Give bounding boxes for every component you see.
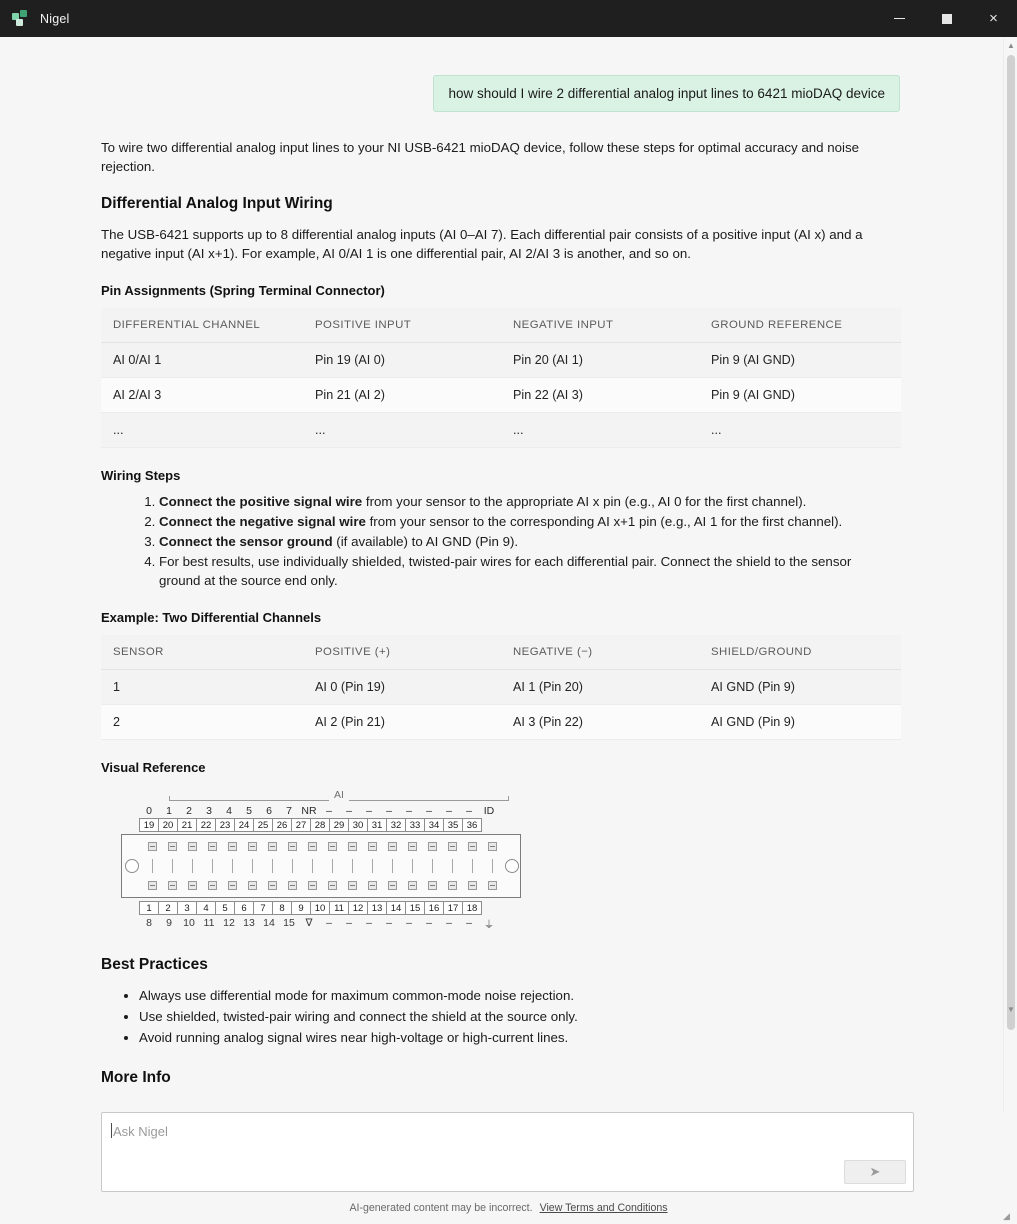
step-emphasis: Connect the sensor ground [159, 533, 333, 549]
table-row [101, 413, 901, 448]
terminal [482, 839, 502, 893]
terminal [302, 839, 322, 893]
table-cell: AI 1 (Pin 20) [501, 670, 699, 705]
terminal [362, 839, 382, 893]
list-item: • Use shielded, twisted-pair wiring and connect the shield at the source only. [139, 1007, 886, 1027]
best-practices-list [101, 986, 886, 1047]
terminal [462, 839, 482, 893]
terminal [142, 839, 162, 893]
diagram-pin: 12 [348, 901, 368, 915]
screw-icon [168, 842, 177, 851]
screw-icon [488, 881, 497, 890]
diagram-label: 9 [166, 917, 172, 930]
diagram-label: – [386, 805, 392, 818]
terminal [342, 839, 362, 893]
screw-icon [148, 842, 157, 851]
step-text: from your sensor to the corresponding AI x+1 pin (e.g., AI 1 for the first channel). [365, 513, 843, 529]
table-header-row [101, 635, 901, 670]
table-header-cell: DIFFERENTIAL CHANNEL [101, 308, 303, 343]
diagram-pin: 29 [329, 818, 349, 832]
diagram-label: 13 [243, 917, 255, 930]
table-cell: ... [101, 413, 303, 448]
diagram-pin: 17 [443, 901, 463, 915]
table-cell: ... [501, 413, 699, 448]
diagram-pin: 18 [462, 901, 482, 915]
subheading-example-two-channels: Example: Two Differential Channels [101, 610, 322, 626]
window-body [0, 37, 1017, 1224]
table-cell: AI 0 (Pin 19) [303, 670, 501, 705]
diagram-label: – [406, 805, 412, 818]
table-cell: Pin 19 (AI 0) [303, 343, 501, 378]
table-header-cell: NEGATIVE (−) [501, 635, 699, 670]
table-cell: Pin 22 (AI 3) [501, 378, 699, 413]
diagram-pin: 15 [405, 901, 425, 915]
diagram-pin: 20 [158, 818, 178, 832]
terminal [182, 839, 202, 893]
footer-bar [0, 1192, 1017, 1224]
send-button[interactable] [844, 1160, 906, 1184]
diagram-label: 1 [166, 805, 172, 818]
table-cell: AI 2/AI 3 [101, 378, 303, 413]
table-header-cell: SENSOR [101, 635, 303, 670]
terminal [262, 839, 282, 893]
screw-icon [268, 881, 277, 890]
screw-hole-icon [125, 859, 139, 873]
diagram-pin: 19 [139, 818, 159, 832]
table-cell: AI 3 (Pin 22) [501, 705, 699, 740]
minimize-button[interactable] [876, 0, 923, 37]
screw-icon [208, 881, 217, 890]
diagram-label: – [426, 917, 432, 930]
terminal [222, 839, 242, 893]
diagram-pin: 22 [196, 818, 216, 832]
chat-content [0, 37, 1003, 1087]
diagram-label: 12 [223, 917, 235, 930]
screw-icon [268, 842, 277, 851]
table-row [101, 343, 901, 378]
vertical-scrollbar[interactable] [1003, 37, 1017, 1112]
diagram-pin: 21 [177, 818, 197, 832]
assistant-message [0, 112, 1003, 1087]
diagram-label: – [326, 917, 332, 930]
table-row [101, 670, 901, 705]
pin-assignments-table [101, 308, 901, 448]
connector-diagram [121, 789, 521, 932]
screw-icon [148, 881, 157, 890]
list-item [159, 513, 886, 532]
diagram-label: 3 [206, 805, 212, 818]
table-cell: ... [303, 413, 501, 448]
section-heading-more-info: More Info [101, 1069, 171, 1087]
window-controls [876, 0, 1017, 37]
diagram-label: ∇ [305, 917, 313, 930]
screw-icon [388, 881, 397, 890]
subheading-pin-assignments: Pin Assignments (Spring Terminal Connector) [101, 283, 385, 299]
table-cell: ... [699, 413, 901, 448]
screw-icon [408, 881, 417, 890]
example-channels-table [101, 635, 901, 740]
diagram-label: 2 [186, 805, 192, 818]
subheading-wiring-steps: Wiring Steps [101, 468, 181, 484]
diagram-pin: 8 [272, 901, 292, 915]
diagram-pin: 34 [424, 818, 444, 832]
screw-icon [248, 881, 257, 890]
resize-grip-icon[interactable]: ◢ [1003, 1211, 1010, 1221]
table-header-cell: POSITIVE (+) [303, 635, 501, 670]
intro-paragraph: To wire two differential analog input lines to your NI USB-6421 mioDAQ device, follow these steps for optimal accuracy and noise rejection. [101, 140, 860, 175]
terminal [442, 839, 462, 893]
table-cell: Pin 20 (AI 1) [501, 343, 699, 378]
diagram-label: 15 [283, 917, 295, 930]
table-cell: 1 [101, 670, 303, 705]
diagram-label: 6 [266, 805, 272, 818]
wiring-steps-list [101, 493, 886, 590]
terminal [202, 839, 222, 893]
diagram-bottom-labels [139, 917, 521, 932]
section-heading-differential-wiring: Differential Analog Input Wiring [101, 194, 333, 212]
section-heading-best-practices: Best Practices [101, 956, 208, 974]
screw-icon [488, 842, 497, 851]
diagram-pin: 27 [291, 818, 311, 832]
diagram-pin: 28 [310, 818, 330, 832]
screw-icon [208, 842, 217, 851]
subheading-visual-reference: Visual Reference [101, 760, 206, 776]
table-header-row [101, 308, 901, 343]
diagram-pin: 11 [329, 901, 349, 915]
diagram-label: – [326, 805, 332, 818]
terminal [382, 839, 402, 893]
diagram-pin: 2 [158, 901, 178, 915]
minimize-icon [894, 18, 905, 19]
maximize-icon [942, 14, 952, 24]
diagram-pin: 1 [139, 901, 159, 915]
diagram-pin: 30 [348, 818, 368, 832]
step-text: (if available) to AI GND (Pin 9). [332, 533, 519, 549]
table-header-cell: GROUND REFERENCE [699, 308, 901, 343]
close-icon: × [989, 10, 998, 27]
diagram-label: 4 [226, 805, 232, 818]
diagram-pin: 31 [367, 818, 387, 832]
diagram-label: – [466, 805, 472, 818]
table-header-cell: SHIELD/GROUND [699, 635, 901, 670]
table-cell: Pin 21 (AI 2) [303, 378, 501, 413]
table-cell: AI GND (Pin 9) [699, 670, 901, 705]
screw-icon [408, 842, 417, 851]
diagram-label: – [386, 917, 392, 930]
step-emphasis: Connect the negative signal wire [159, 513, 366, 529]
diagram-label: – [426, 805, 432, 818]
screw-icon [328, 881, 337, 890]
diagram-pin: 7 [253, 901, 273, 915]
screw-icon [228, 881, 237, 890]
table-cell: AI 2 (Pin 21) [303, 705, 501, 740]
user-message: how should I wire 2 differential analog input lines to 6421 mioDAQ device [433, 75, 900, 112]
diagram-pin: 16 [424, 901, 444, 915]
diagram-label: NR [301, 805, 317, 818]
connector-body [121, 834, 521, 898]
screw-hole-icon [505, 859, 519, 873]
table-header-cell: POSITIVE INPUT [303, 308, 501, 343]
list-item [159, 553, 886, 591]
diagram-label: – [346, 805, 352, 818]
screw-icon [468, 842, 477, 851]
nigel-logo-icon [12, 10, 30, 28]
terminal [322, 839, 342, 893]
diagram-label: – [366, 917, 372, 930]
screw-icon [348, 842, 357, 851]
send-icon: ➤ [869, 1164, 881, 1179]
diagram-pin: 26 [272, 818, 292, 832]
screw-icon [288, 881, 297, 890]
diagram-label: – [466, 917, 472, 930]
table-cell: AI 0/AI 1 [101, 343, 303, 378]
screw-icon [428, 842, 437, 851]
screw-icon [228, 842, 237, 851]
terminal [402, 839, 422, 893]
screw-icon [188, 842, 197, 851]
diagram-label: ID [483, 805, 495, 818]
close-button[interactable] [970, 0, 1017, 37]
diagram-group-label-text: AI [329, 789, 349, 801]
list-item: • Always use differential mode for maximum common-mode noise rejection. [139, 986, 886, 1006]
terminal [282, 839, 302, 893]
table-row [101, 705, 901, 740]
diagram-pin: 9 [291, 901, 311, 915]
diagram-pin: 10 [310, 901, 330, 915]
diagram-label: – [406, 917, 412, 930]
screw-icon [448, 842, 457, 851]
list-item [159, 533, 886, 552]
screw-icon [168, 881, 177, 890]
screw-icon [288, 842, 297, 851]
diagram-label: – [366, 805, 372, 818]
screw-icon [328, 842, 337, 851]
window-title: Nigel [40, 11, 70, 26]
step-text: For best results, use individually shielded, twisted-pair wires for each differential pair. Connect the shield to the sensor ground at the source end only. [159, 553, 852, 588]
terminal [422, 839, 442, 893]
diagram-top-pin-numbers [139, 818, 521, 832]
scrollbar-thumb[interactable] [1007, 55, 1015, 1030]
diagram-pin: 35 [443, 818, 463, 832]
terms-and-conditions-link[interactable]: View Terms and Conditions [539, 1202, 668, 1214]
table-cell: 2 [101, 705, 303, 740]
step-text: from your sensor to the appropriate AI x pin (e.g., AI 0 for the first channel). [362, 494, 807, 510]
diagram-label: – [346, 917, 352, 930]
screw-icon [188, 881, 197, 890]
list-item [159, 493, 886, 512]
user-message-row [0, 37, 1003, 112]
composer-placeholder: Ask Nigel [113, 1124, 168, 1139]
diagram-pin: 33 [405, 818, 425, 832]
step-emphasis: Connect the positive signal wire [159, 494, 363, 510]
diagram-pin: 13 [367, 901, 387, 915]
diagram-label: – [446, 917, 452, 930]
window-titlebar [0, 0, 1017, 37]
screw-icon [388, 842, 397, 851]
diagram-pin: 32 [386, 818, 406, 832]
text-caret [111, 1123, 112, 1138]
diagram-label: 14 [263, 917, 275, 930]
diagram-label: 0 [146, 805, 152, 818]
screw-icon [348, 881, 357, 890]
diagram-pin: 14 [386, 901, 406, 915]
diagram-pin: 3 [177, 901, 197, 915]
diagram-label: 11 [203, 917, 215, 930]
diagram-label: – [446, 805, 452, 818]
scroll-up-arrow-icon[interactable]: ▲ [1007, 40, 1015, 50]
terminal [242, 839, 262, 893]
message-input-box[interactable] [101, 1112, 914, 1192]
screw-icon [368, 881, 377, 890]
diagram-pin: 6 [234, 901, 254, 915]
diagram-top-labels [139, 805, 521, 817]
diagram-label: 10 [183, 917, 195, 930]
terminal [162, 839, 182, 893]
screw-icon [308, 842, 317, 851]
diagram-label: 8 [146, 917, 152, 930]
diagram-label: ⏚ [483, 919, 495, 932]
screw-icon [428, 881, 437, 890]
terminal-row [142, 835, 502, 897]
list-item: • Avoid running analog signal wires near high-voltage or high-current lines. [139, 1028, 886, 1048]
composer-area [0, 1112, 1017, 1192]
diagram-label: 5 [246, 805, 252, 818]
scroll-down-arrow-icon[interactable]: ▼ [1007, 1004, 1015, 1014]
table-row [101, 378, 901, 413]
paragraph-supports: The USB-6421 supports up to 8 differential analog inputs (AI 0–AI 7). Each differential pair consists of a positive input (AI x) and a negative input (AI x+1). For example, AI 0/AI 1 is one differential pair, AI 2/AI 3 is another, and so on. [101, 226, 863, 261]
diagram-bottom-pin-numbers [139, 901, 521, 915]
table-cell: Pin 9 (AI GND) [699, 378, 901, 413]
diagram-ai-group-label [169, 789, 509, 805]
screw-icon [468, 881, 477, 890]
diagram-pin: 24 [234, 818, 254, 832]
ai-disclaimer: AI-generated content may be incorrect. [349, 1202, 533, 1214]
table-cell: AI GND (Pin 9) [699, 705, 901, 740]
screw-icon [448, 881, 457, 890]
diagram-pin: 4 [196, 901, 216, 915]
maximize-button[interactable] [923, 0, 970, 37]
screw-icon [368, 842, 377, 851]
diagram-pin: 25 [253, 818, 273, 832]
table-header-cell: NEGATIVE INPUT [501, 308, 699, 343]
table-cell: Pin 9 (AI GND) [699, 343, 901, 378]
chat-transcript [0, 37, 1017, 1112]
screw-icon [248, 842, 257, 851]
diagram-pin: 5 [215, 901, 235, 915]
diagram-label: 7 [286, 805, 292, 818]
diagram-pin: 23 [215, 818, 235, 832]
screw-icon [308, 881, 317, 890]
diagram-pin: 36 [462, 818, 482, 832]
